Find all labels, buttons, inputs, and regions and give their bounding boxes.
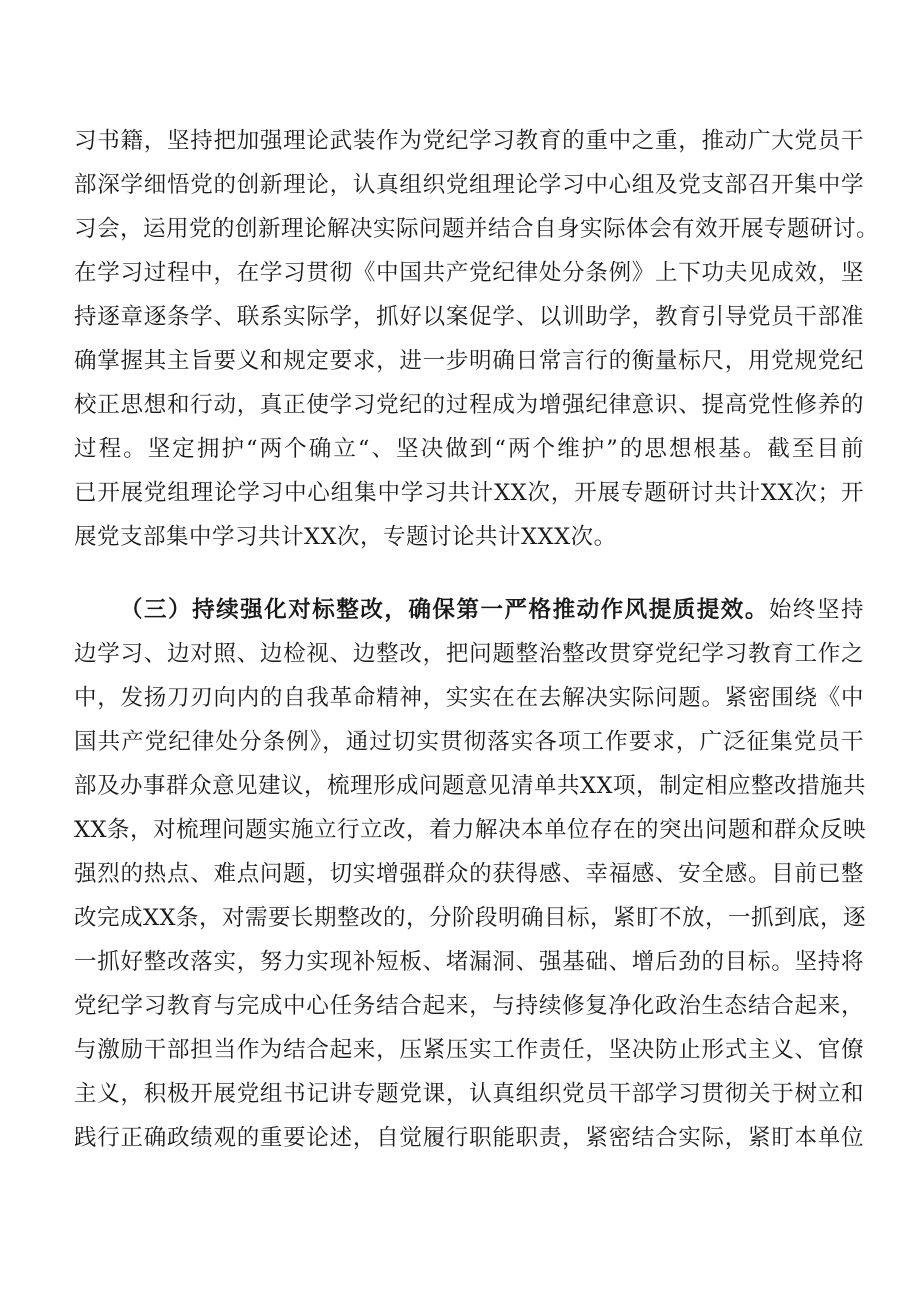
paragraph-2-line-4: 国共产党纪律处分条例》，通过切实贯彻落实各项工作要求，广泛征集党员干 (74, 729, 864, 755)
paragraph-1-line-8: 过程。坚定拥护“两个确立“、坚决做到“两个维护”的思想根基。截至目前 (74, 436, 864, 462)
paragraph-2-line-1 (120, 595, 864, 625)
paragraph-2-line-2: 边学习、边对照、边检视、边整改，把问题整治整改贯穿党纪学习教育工作之 (74, 641, 864, 667)
paragraph-2-line-9: 一抓好整改落实，努力实现补短板、堵漏洞、强基础、增后劲的目标。坚持将 (74, 949, 864, 975)
paragraph-2-line-5: 部及办事群众意见建议，梳理形成问题意见清单共XX项，制定相应整改措施共 (74, 773, 867, 799)
paragraph-1-line-3: 习会，运用党的创新理论解决实际问题并结合自身实际体会有效开展专题研讨。 (74, 216, 880, 242)
paragraph-2-line-12: 主义，积极开展党组书记讲专题党课，认真组织党员干部学习贯彻关于树立和 (74, 1081, 864, 1107)
paragraph-2-line-13: 践行正确政绩观的重要论述，自觉履行职能职责，紧密结合实际，紧盯本单位 (74, 1125, 864, 1151)
paragraph-2-line-7: 强烈的热点、难点问题，切实增强群众的获得感、幸福感、安全感。目前已整 (74, 861, 864, 887)
paragraph-1-line-10: 展党支部集中学习共计XX次，专题讨论共计XXX次。 (74, 524, 617, 550)
paragraph-1-line-7: 校正思想和行动，真正使学习党纪的过程成为增强纪律意识、提高党性修养的 (74, 392, 864, 418)
section-heading: （三）持续强化对标整改，确保第一严格推动作风提质提效。 (120, 597, 769, 623)
paragraph-1-line-1: 习书籍，坚持把加强理论武装作为党纪学习教育的重中之重，推动广大党员干 (74, 128, 864, 154)
paragraph-1-line-9: 已开展党组理论学习中心组集中学习共计XX次，开展专题研讨共计XX次；开 (74, 480, 864, 506)
paragraph-2-line-6: XX条，对梳理问题实施立行立改，着力解决本单位存在的突出问题和群众反映 (74, 817, 867, 843)
paragraph-2-line-8: 改完成XX条，对需要长期整改的，分阶段明确目标，紧盯不放，一抓到底，逐 (74, 905, 867, 931)
paragraph-1-line-2: 部深学细悟党的创新理论，认真组织党组理论学习中心组及党支部召开集中学 (74, 172, 864, 198)
paragraph-2-line-10: 党纪学习教育与完成中心任务结合起来，与持续修复净化政治生态结合起来， (74, 993, 864, 1019)
paragraph-2-line-11: 与激励干部担当作为结合起来，压紧压实工作责任，坚决防止形式主义、官僚 (74, 1037, 864, 1063)
section-heading-continuation: 始终坚持 (768, 597, 864, 623)
paragraph-1-line-4: 在学习过程中，在学习贯彻《中国共产党纪律处分条例》上下功夫见成效，坚 (74, 260, 864, 286)
paragraph-2-line-3: 中，发扬刀刃向内的自我革命精神，实实在在去解决实际问题。紧密围绕《中 (74, 685, 864, 711)
paragraph-1-line-5: 持逐章逐条学、联系实际学，抓好以案促学、以训助学，教育引导党员干部准 (74, 304, 864, 330)
paragraph-1-line-6: 确掌握其主旨要义和规定要求，进一步明确日常言行的衡量标尺，用党规党纪 (74, 348, 864, 374)
